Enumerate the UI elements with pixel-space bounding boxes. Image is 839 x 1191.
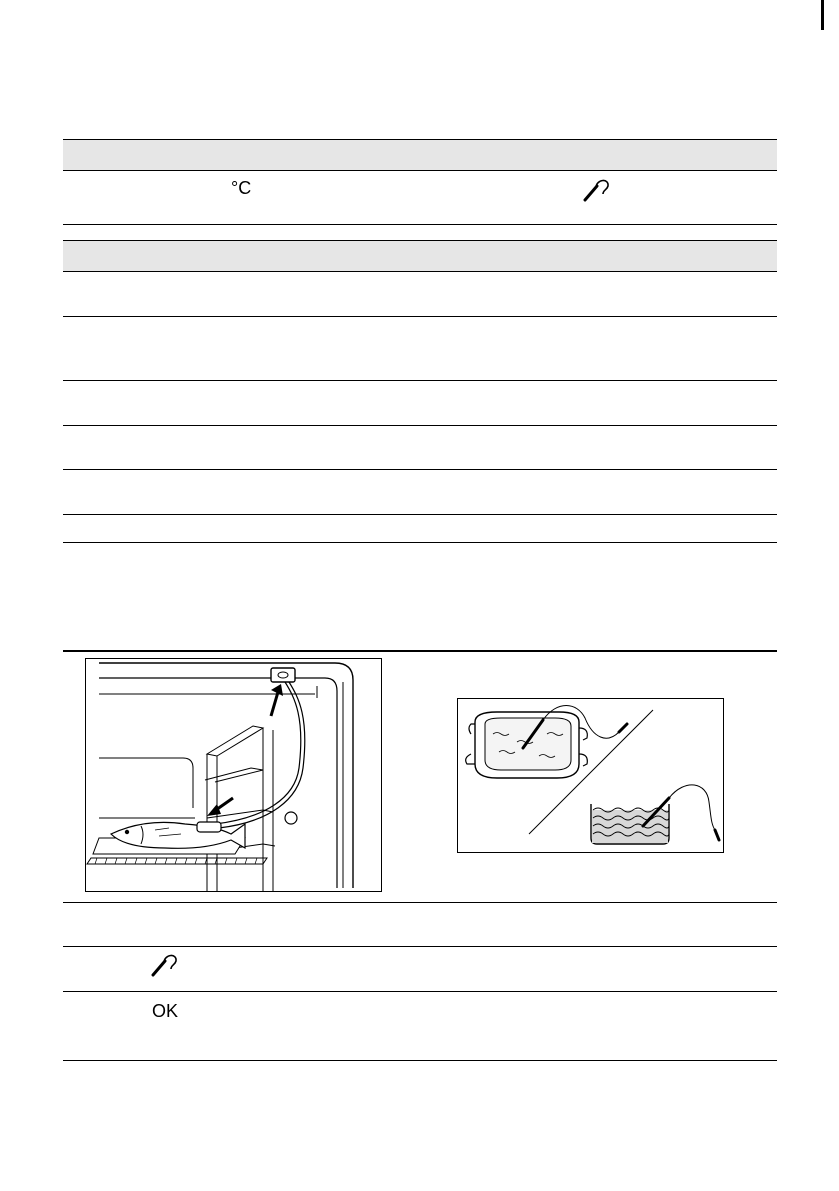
table2-row-rule (63, 316, 777, 317)
table2-row-rule (63, 514, 777, 515)
steps-top-rule (63, 650, 777, 652)
temperature-symbol: °C (231, 178, 252, 198)
ok-symbol: OK (152, 1001, 179, 1021)
core-temperature-sensor-icon (151, 951, 181, 977)
table2-row-rule (63, 380, 777, 381)
table1-header (63, 140, 777, 170)
table2-row-rule (63, 469, 777, 470)
core-temperature-sensor-icon (583, 176, 613, 202)
table2-row-rule (63, 271, 777, 272)
page-edge-bar (821, 0, 824, 30)
steps-bottom-rule (63, 1060, 777, 1061)
steps-row-rule (63, 946, 777, 947)
table1-header-rule (63, 170, 777, 171)
casserole-probe-illustration (457, 698, 724, 853)
table2-header (63, 241, 777, 271)
table1-bottom-rule (63, 224, 777, 225)
steps-row-rule (63, 991, 777, 992)
table2-row-rule (63, 425, 777, 426)
oven-fish-probe-illustration (85, 658, 382, 892)
table2-bottom-rule (63, 542, 777, 543)
steps-row-rule (63, 902, 777, 903)
